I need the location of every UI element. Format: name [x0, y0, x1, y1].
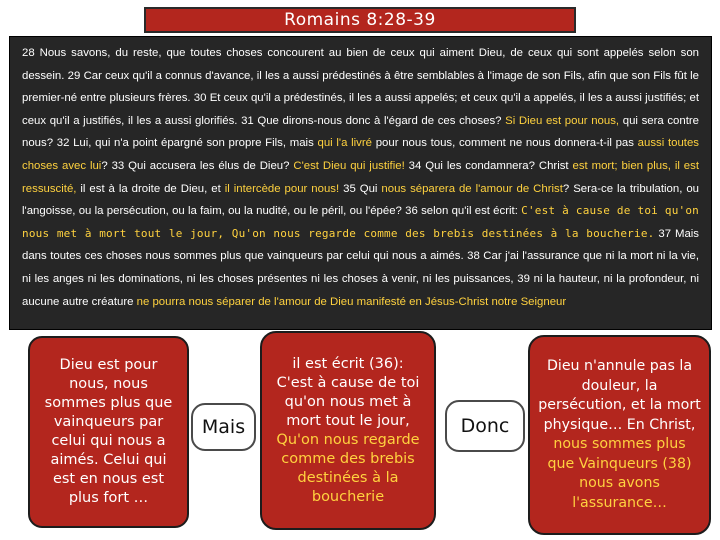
- left-summary-text: Dieu est pour nous, nous sommes plus que vainqueurs par celui qui nous a aimés. Celui qui est en nous est plus fort …: [44, 357, 173, 506]
- passage-text: pour nous tous, comment ne nous donnera-t-il pas: [375, 137, 634, 150]
- passage-text: 37 Mais dans toutes ces choses nous sommes plus que vainqueurs par celui qui nous a aimés. 38 Car j'ai l'assurance que ni la mort ni la vie, ni les anges ni les dominations, ni les choses présentes ni les choses à venir, ni les puissances, 39 ni la hauteur, ni la profondeur, ni aucune autre créature: [22, 227, 700, 308]
- passage-text: il est à la droite de Dieu, et: [80, 182, 221, 195]
- middle-quote-highlight: Qu'on nous regarde comme des brebis destinées à la boucherie: [276, 431, 420, 505]
- passage-highlight: est mort; bien plus, il est ressuscité,: [22, 159, 699, 195]
- passage-text: 28 Nous savons, du reste, que toutes choses concourent au bien de ceux qui aiment Dieu, de ceux qui sont appelés selon son dessein. 29 Car ceux qu'il a connus d'avance, il les a aussi prédestinés à être semblables à l'image de son Fils, afin que son Fils fût le premier-né entre plusieurs frères. 30 Et ceux qu'il a prédestinés, il les a aussi appelés; et ceux qu'il a appelés, il les a aussi justifiés; et ceux qu'il a justifiés, il les a aussi glorifiés. 31 Que dirons-nous donc à l'égard de ces choses?: [22, 47, 699, 127]
- middle-quote-box: [260, 331, 436, 530]
- connector-mais-label: Mais: [201, 416, 246, 438]
- right-conclusion-highlight: nous sommes plus que Vainqueurs (38) nous avons l'assurance…: [547, 436, 692, 511]
- passage-text: 35 Qui: [343, 182, 378, 195]
- scripture-passage: [10, 37, 711, 329]
- left-summary-box: [28, 336, 189, 528]
- middle-quote-text: il est écrit (36): C'est à cause de toi qu'on nous: [276, 355, 420, 410]
- passage-highlight: ne pourra nous séparer de l'amour de Dieu manifesté en Jésus-Christ notre Seigneur: [136, 295, 567, 308]
- right-conclusion-content: [538, 357, 701, 513]
- passage-highlight: aussi toutes choses avec lui: [22, 137, 699, 172]
- right-conclusion-box: [528, 335, 711, 535]
- passage-highlight: C'est Dieu qui justifie!: [293, 159, 405, 172]
- passage-highlight: Si Dieu est pour nous,: [505, 114, 620, 127]
- passage-text: 34 Qui les condamnera? Christ: [408, 159, 569, 172]
- middle-quote-content: [272, 355, 424, 507]
- passage-text: ? Sera-ce la tribulation, ou l'angoisse, ou la persécution, ou la faim, ou la nudité, ou le péril, ou l'épée? 36 selon qu'il est écrit:: [22, 182, 700, 218]
- connector-donc-label: Donc: [460, 415, 510, 437]
- right-conclusion-text: Dieu n'annule pas la douleur, la persécution, et la mort physique… En Christ,: [538, 358, 701, 433]
- passage-highlight: il intercède pour nous!: [224, 182, 340, 195]
- passage-highlight: qui l'a livré: [317, 137, 372, 150]
- passage-text: ? 33 Qui accusera les élus de Dieu?: [101, 159, 290, 172]
- page-title: Romains 8:28-39: [144, 7, 576, 33]
- passage-highlight: nous séparera de l'amour de Christ: [381, 182, 563, 195]
- middle-quote-highlight: met à mort tout le jour,: [286, 393, 412, 429]
- connector-donc: [445, 400, 525, 452]
- connector-mais: [191, 403, 256, 451]
- passage-quote: C'est à cause de toi qu'on nous met à mort tout le jour, Qu'on nous regarde comme des brebis destinées à la boucherie.: [22, 204, 699, 240]
- passage-text: qui sera contre nous? 32 Lui, qui n'a point épargné son propre Fils, mais: [22, 114, 700, 150]
